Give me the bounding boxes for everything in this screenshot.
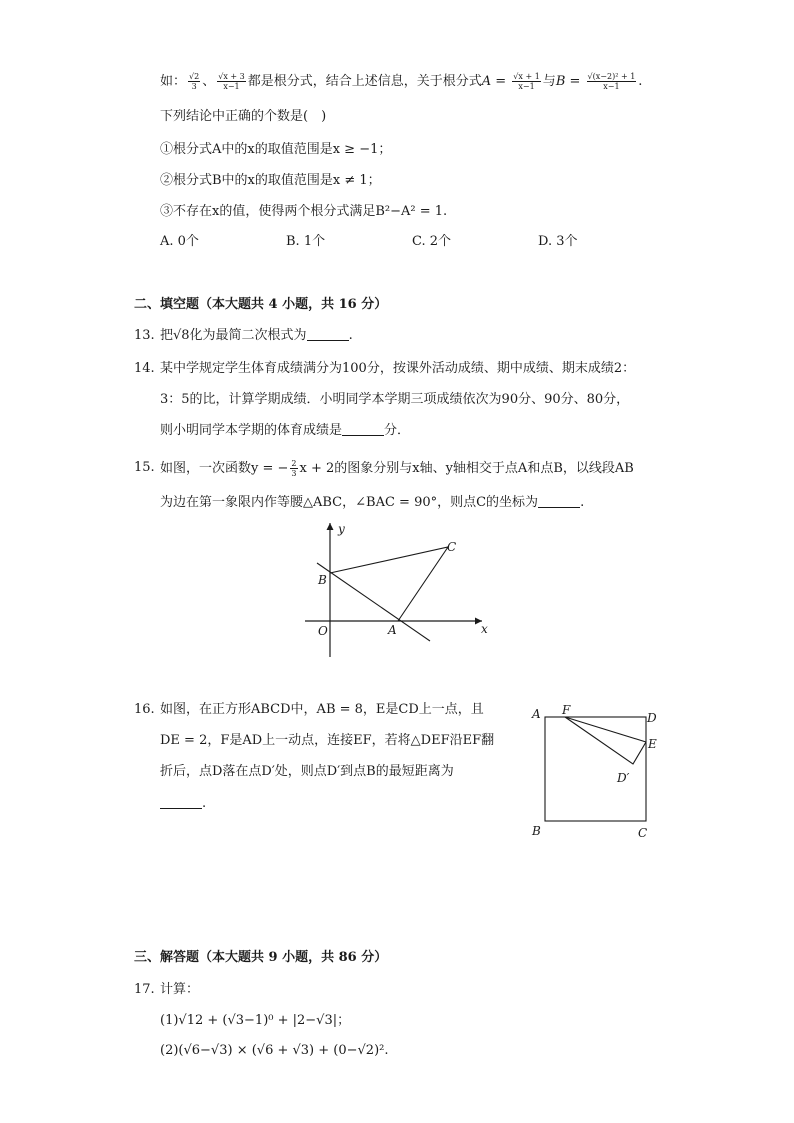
fraction-numerator: 2 (291, 459, 297, 468)
q13-text (160, 327, 353, 345)
intro-end: . (638, 74, 643, 89)
equals: = (491, 74, 511, 89)
intro-text: 都是根分式，结合上述信息，关于根分式 (247, 74, 482, 89)
q12-statement-3: ③不存在x的值，使得两个根分式满足B²−A² = 1. (160, 204, 448, 219)
label-point-d: D (647, 711, 657, 725)
example-fraction-1 (188, 72, 200, 91)
fraction-numerator: √2 (189, 72, 200, 81)
fraction-numerator: √x + 3 (218, 72, 245, 81)
q14-line-3 (160, 422, 410, 440)
fraction-denominator: x−1 (603, 82, 620, 91)
answer-blank[interactable] (342, 423, 384, 436)
label-B: B (555, 74, 566, 89)
q13-stem: 把√8化为最简二次根式为 (160, 328, 307, 343)
q16-number: 16. (134, 702, 155, 717)
section-3-title: 三、解答题（本大题共 9 小题，共 86 分） (134, 950, 388, 965)
q14-stem-end: 则小明同学本学期的体育成绩是 (160, 423, 343, 438)
q12-option-c[interactable]: C. 2个 (412, 234, 452, 249)
answer-blank[interactable] (307, 328, 349, 341)
answer-blank[interactable] (160, 796, 202, 809)
q17-part-2: (2)(√6−√3) × (√6 + √3) + (0−√2)². (160, 1043, 389, 1058)
q15-line-1 (160, 459, 634, 478)
q16-line-2: DE = 2，F是AD上一动点，连接EF，若将△DEF沿EF翻 (160, 733, 495, 748)
q15-function-suffix: x + 2的图象分别与x轴、y轴相交于点A和点B，以线段AB (299, 461, 634, 476)
square-abcd (545, 717, 646, 821)
label-point-c: C (447, 540, 457, 554)
q15-stem-end: 为边在第一象限内作等腰△ABC，∠BAC = 90°，则点C的坐标为 (160, 495, 539, 510)
label-point-a: A (388, 623, 397, 637)
q16-figure (525, 700, 665, 845)
segment-fe (565, 717, 646, 742)
q15-figure (300, 515, 500, 665)
q17-number: 17. (134, 982, 155, 997)
q15-line-2 (160, 494, 584, 512)
q13-end: . (348, 328, 353, 343)
label-A: A (481, 74, 492, 89)
intro-prefix: 如： (160, 74, 187, 89)
label-point-b: B (532, 824, 541, 838)
label-point-d-prime: D′ (617, 771, 630, 785)
intro-line (160, 72, 642, 91)
fraction-numerator: √x + 1 (513, 72, 540, 81)
fraction-B (587, 72, 637, 91)
q16-line-4 (160, 795, 206, 813)
answer-blank[interactable] (538, 495, 580, 508)
label-point-b: B (318, 573, 327, 587)
label-y-axis: y (338, 522, 345, 536)
q12-statement-1: ①根分式A中的x的取值范围是x ≥ −1； (160, 142, 392, 157)
fraction-numerator: √(x−2)² + 1 (587, 72, 636, 81)
q14-line-1: 某中学规定学生体育成绩满分为100分，按课外活动成绩、期中成绩、期末成绩2： (160, 361, 636, 376)
separator: 、 (202, 74, 216, 89)
label-point-a: A (532, 707, 541, 721)
fraction-denominator: x−1 (518, 82, 535, 91)
label-point-f: F (562, 703, 571, 717)
q12-statement-2: ②根分式B中的x的取值范围是x ≠ 1； (160, 173, 381, 188)
function-line (317, 563, 430, 641)
label-point-c: C (638, 826, 648, 840)
q14-line-2: 3：5的比，计算学期成绩．小明同学本学期三项成绩依次为90分、90分、80分， (160, 392, 630, 407)
q16-line-1: 如图，在正方形ABCD中，AB = 8，E是CD上一点，且 (160, 702, 484, 717)
q16-end: . (202, 796, 207, 811)
fraction-A (512, 72, 541, 91)
q15-fraction (290, 459, 297, 478)
fraction-denominator: x−1 (223, 82, 240, 91)
q17-part-1: (1)√12 + (√3−1)⁰ + |2−√3|； (160, 1013, 351, 1028)
q14-unit: 分． (384, 423, 411, 438)
q12-option-a[interactable]: A. 0个 (160, 234, 199, 249)
q15-function-prefix: 如图，一次函数y = − (160, 461, 289, 476)
q15-end: . (580, 495, 585, 510)
q13-number: 13. (134, 328, 155, 343)
q14-number: 14. (134, 361, 155, 376)
q12-stem: 下列结论中正确的个数是( ) (160, 109, 327, 124)
q12-option-b[interactable]: B. 1个 (286, 234, 326, 249)
fraction-denominator: 3 (291, 469, 297, 478)
example-fraction-2 (217, 72, 246, 91)
q12-option-d[interactable]: D. 3个 (538, 234, 578, 249)
label-origin: O (318, 624, 328, 638)
q17-head: 计算： (160, 982, 200, 997)
folded-triangle (565, 717, 646, 764)
label-point-e: E (648, 737, 657, 751)
q15-number: 15. (134, 460, 155, 475)
section-2-title: 二、填空题（本大题共 4 小题，共 16 分） (134, 297, 388, 312)
q16-line-3: 折后，点D落在点D′处，则点D′到点B的最短距离为 (160, 764, 454, 779)
fraction-denominator: 3 (191, 82, 197, 91)
equals: = (565, 74, 585, 89)
and-text: 与 (542, 74, 556, 89)
label-x-axis: x (481, 622, 488, 636)
